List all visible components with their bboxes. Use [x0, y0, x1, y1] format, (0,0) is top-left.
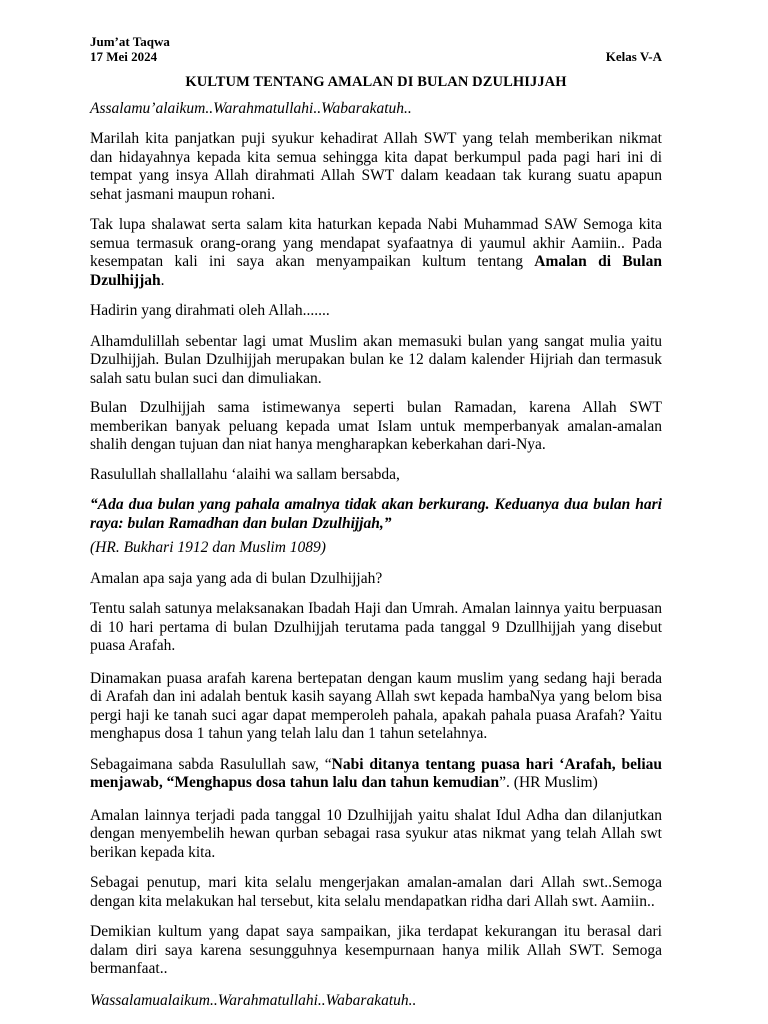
- paragraph-shalawat-text: Tak lupa shalawat serta salam kita haturkan kepada Nabi Muhammad SAW Semoga kita semua termasuk orang-orang yang mendapat syafaatnya di yaumul akhir Aamiin.. Pada kesempatan kali ini saya akan menyampaikan kultum tentang: [90, 216, 662, 270]
- paragraph-shalawat-topic: Amalan di Bulan Dzulhijjah: [90, 253, 662, 289]
- paragraph-arafah-fasting: Dinamakan puasa arafah karena bertepatan dengan kaum muslim yang sedang haji berada di Arafah dan ini adalah bentuk kasih sayang Allah swt kepada hambaNya yang belom bisa pergi haji ke tanah suci agar dapat memperoleh pahala, apakah pahala puasa Arafah? Yaitu menghapus dosa 1 tahun yang telah lalu dan 1 tahun setelahnya.: [90, 669, 662, 742]
- paragraph-dzulhijjah-intro: Alhamdulillah sebentar lagi umat Muslim akan memasuki bulan yang sangat mulia yaitu Dzulhijjah. Bulan Dzulhijjah merupakan bulan ke 12 dalam kalender Hijriah dan termasuk salah satu bulan suci dan dimuliakan.: [90, 332, 662, 387]
- paragraph-question: Amalan apa saja yang ada di bulan Dzulhijjah?: [90, 569, 383, 587]
- header-date: 17 Mei 2024: [90, 49, 158, 64]
- header-day: Jum’at Taqwa: [90, 34, 170, 49]
- paragraph-idul-adha: Amalan lainnya terjadi pada tanggal 10 Dzulhijjah yaitu shalat Idul Adha dan dilanjutkan dengan menyembelih hewan qurban sebagai rasa syukur atas nikmat yang telah Allah swt berikan kepada kita.: [90, 806, 662, 861]
- paragraph-prophet-saying-end: ”. (HR Muslim): [499, 774, 598, 791]
- paragraph-dzulhijjah-special: Bulan Dzulhijjah sama istimewanya seperti bulan Ramadan, karena Allah SWT memberikan banyak peluang kepada umat Islam untuk memperbanyak amalan-amalan shalih dengan tujuan dan niat hanya mengharapkan keberkahan dari-Nya.: [90, 399, 662, 453]
- paragraph-prophet-saying-text: Sebagaimana sabda Rasulullah saw, “: [90, 755, 332, 773]
- paragraph-shalawat: [90, 216, 662, 290]
- hadith-source: (HR. Bukhari 1912 dan Muslim 1089): [90, 539, 326, 556]
- paragraph-shalawat-end: .: [160, 271, 165, 289]
- closing-greeting: Wassalamualaikum..Warahmatullahi..Wabarakatuh..: [90, 991, 417, 1009]
- paragraph-hajj-fasting: Tentu salah satunya melaksanakan Ibadah Haji dan Umrah. Amalan lainnya yaitu berpuasan di 10 hari pertama di bulan Dzulhijjah terutama pada tanggal 9 Dzullhijjah yang disebut puasa Arafah.: [90, 600, 662, 654]
- header-class: Kelas V-A: [605, 49, 662, 64]
- paragraph-opening-praise: Marilah kita panjatkan puji syukur kehadirat Allah SWT yang telah memberikan nikmat dan hidayahnya kepada kita semua sehingga kita dapat berkumpul pada pagi hari ini di tempat yang insya Allah dirahmati Allah SWT dalam keadaan tak kurang suatu apapun sehat jasmani maupun rohani.: [90, 130, 662, 203]
- paragraph-prophet-saying-quote: Nabi ditanya tentang puasa hari ‘Arafah, beliau menjawab, “Menghapus dosa tahun lalu dan tahun kemudian: [90, 755, 662, 791]
- paragraph-final-words: Demikian kultum yang dapat saya sampaikan, jika terdapat kekurangan itu berasal dari dalam diri saya karena sesungguhnya kesempurnaan hanya milik Allah SWT. Semoga bermanfaat..: [90, 923, 662, 977]
- paragraph-audience-greeting: Hadirin yang dirahmati oleh Allah.......: [90, 302, 330, 319]
- document-page: [90, 34, 662, 1010]
- document-title: KULTUM TENTANG AMALAN DI BULAN DZULHIJJAH: [185, 74, 567, 90]
- paragraph-prophet-saying: [90, 756, 662, 793]
- opening-greeting: Assalamu’alaikum..Warahmatullahi..Wabarakatuh..: [90, 100, 412, 117]
- hadith-quote: “Ada dua bulan yang pahala amalnya tidak akan berkurang. Keduanya dua bulan hari raya: bulan Ramadhan dan bulan Dzulhijjah,”: [90, 496, 662, 532]
- paragraph-rasulullah-said: Rasulullah shallallahu ‘alaihi wa sallam bersabda,: [90, 465, 400, 483]
- header-row: [90, 49, 662, 64]
- paragraph-closing: Sebagai penutup, mari kita selalu mengerjakan amalan-amalan dari Allah swt..Semoga dengan kita melakukan hal tersebut, kita selalu mendapatkan ridha dari Allah swt. Aamiin..: [90, 874, 662, 910]
